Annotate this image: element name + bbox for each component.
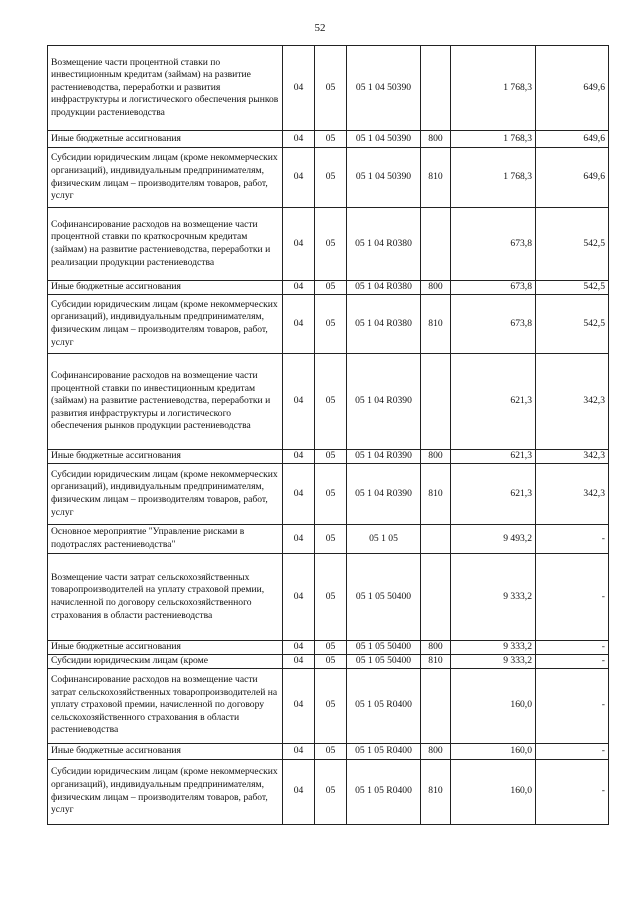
rz-cell: 04 (283, 208, 315, 281)
csr-cell: 05 1 04 50390 (347, 148, 421, 208)
pr-cell: 05 (315, 208, 347, 281)
sum2-cell: 649,6 (536, 46, 609, 131)
sum1-cell: 673,8 (451, 281, 536, 295)
vr-cell: 810 (421, 295, 451, 354)
name-cell: Возмещение части затрат сельскохозяйственных товаропроизводителей на уплату страховой премии, начисленной по договору сельскохозяйственного страхования в области растениеводства (48, 554, 283, 641)
vr-cell: 800 (421, 641, 451, 655)
sum1-cell: 673,8 (451, 208, 536, 281)
csr-cell: 05 1 04 R0390 (347, 464, 421, 525)
pr-cell: 05 (315, 354, 347, 450)
pr-cell: 05 (315, 281, 347, 295)
name-cell: Субсидии юридическим лицам (кроме некоммерческих организаций), индивидуальным предпринимателям, физическим лицам – производителям товаров, работ, услуг (48, 759, 283, 824)
csr-cell: 05 1 04 R0380 (347, 281, 421, 295)
vr-cell (421, 354, 451, 450)
sum1-cell: 160,0 (451, 759, 536, 824)
table-row (48, 743, 609, 759)
rz-cell: 04 (283, 46, 315, 131)
vr-cell (421, 554, 451, 641)
sum2-cell: 542,5 (536, 295, 609, 354)
vr-cell (421, 208, 451, 281)
vr-cell: 800 (421, 743, 451, 759)
vr-cell: 810 (421, 148, 451, 208)
name-cell: Субсидии юридическим лицам (кроме некоммерческих организаций), индивидуальным предпринимателям, физическим лицам – производителям товаров, работ, услуг (48, 148, 283, 208)
vr-cell (421, 525, 451, 554)
name-cell: Софинансирование расходов на возмещение части процентной ставки по инвестиционным кредитам (займам) на развитие растениеводства, переработки и развития инфраструктуры и логистического обеспечения рынков продукции растениеводства (48, 354, 283, 450)
pr-cell: 05 (315, 295, 347, 354)
pr-cell: 05 (315, 655, 347, 669)
rz-cell: 04 (283, 641, 315, 655)
table-row (48, 655, 609, 669)
sum1-cell: 1 768,3 (451, 46, 536, 131)
sum1-cell: 621,3 (451, 450, 536, 464)
table-row (48, 525, 609, 554)
sum2-cell: 342,3 (536, 450, 609, 464)
name-cell: Софинансирование расходов на возмещение части процентной ставки по краткосрочным кредитам (займам) на развитие растениеводства, переработки и реализации продукции растениеводства (48, 208, 283, 281)
table-row (48, 450, 609, 464)
rz-cell: 04 (283, 655, 315, 669)
name-cell: Иные бюджетные ассигнования (48, 131, 283, 148)
rz-cell: 04 (283, 354, 315, 450)
sum2-cell: - (536, 655, 609, 669)
sum1-cell: 1 768,3 (451, 131, 536, 148)
budget-table-body (48, 46, 609, 825)
table-row (48, 208, 609, 281)
pr-cell: 05 (315, 148, 347, 208)
csr-cell: 05 1 05 R0400 (347, 668, 421, 743)
table-row (48, 295, 609, 354)
csr-cell: 05 1 05 R0400 (347, 743, 421, 759)
sum1-cell: 9 493,2 (451, 525, 536, 554)
table-row (48, 668, 609, 743)
vr-cell (421, 668, 451, 743)
name-cell: Субсидии юридическим лицам (кроме некоммерческих организаций), индивидуальным предпринимателям, физическим лицам – производителям товаров, работ, услуг (48, 464, 283, 525)
csr-cell: 05 1 05 R0400 (347, 759, 421, 824)
pr-cell: 05 (315, 464, 347, 525)
csr-cell: 05 1 04 50390 (347, 131, 421, 148)
csr-cell: 05 1 04 R0390 (347, 450, 421, 464)
name-cell: Субсидии юридическим лицам (кроме некоммерческих организаций), индивидуальным предпринимателям, физическим лицам – производителям товаров, работ, услуг (48, 295, 283, 354)
sum2-cell: 342,3 (536, 464, 609, 525)
sum2-cell: - (536, 668, 609, 743)
vr-cell: 800 (421, 450, 451, 464)
page-number: 52 (314, 22, 326, 34)
table-row (48, 641, 609, 655)
name-cell: Софинансирование расходов на возмещение части затрат сельскохозяйственных товаропроизводителей на уплату страховой премии, начисленной по договору сельскохозяйственного страхования в области растениеводства (48, 668, 283, 743)
sum2-cell: - (536, 743, 609, 759)
name-cell: Субсидии юридическим лицам (кроме (48, 655, 283, 669)
rz-cell: 04 (283, 131, 315, 148)
sum1-cell: 9 333,2 (451, 554, 536, 641)
csr-cell: 05 1 04 R0390 (347, 354, 421, 450)
vr-cell: 800 (421, 281, 451, 295)
rz-cell: 04 (283, 554, 315, 641)
sum2-cell: 542,5 (536, 208, 609, 281)
csr-cell: 05 1 04 R0380 (347, 295, 421, 354)
pr-cell: 05 (315, 759, 347, 824)
csr-cell: 05 1 05 (347, 525, 421, 554)
rz-cell: 04 (283, 668, 315, 743)
csr-cell: 05 1 05 50400 (347, 554, 421, 641)
table-row (48, 281, 609, 295)
sum1-cell: 160,0 (451, 668, 536, 743)
csr-cell: 05 1 04 R0380 (347, 208, 421, 281)
vr-cell: 810 (421, 464, 451, 525)
pr-cell: 05 (315, 743, 347, 759)
sum1-cell: 1 768,3 (451, 148, 536, 208)
name-cell: Иные бюджетные ассигнования (48, 281, 283, 295)
table-row (48, 554, 609, 641)
vr-cell: 810 (421, 655, 451, 669)
pr-cell: 05 (315, 46, 347, 131)
budget-table (47, 45, 609, 825)
sum2-cell: - (536, 525, 609, 554)
rz-cell: 04 (283, 743, 315, 759)
sum1-cell: 621,3 (451, 464, 536, 525)
table-row (48, 131, 609, 148)
pr-cell: 05 (315, 131, 347, 148)
sum1-cell: 673,8 (451, 295, 536, 354)
csr-cell: 05 1 05 50400 (347, 641, 421, 655)
pr-cell: 05 (315, 641, 347, 655)
sum1-cell: 621,3 (451, 354, 536, 450)
sum1-cell: 9 333,2 (451, 655, 536, 669)
rz-cell: 04 (283, 759, 315, 824)
pr-cell: 05 (315, 668, 347, 743)
sum2-cell: 342,3 (536, 354, 609, 450)
vr-cell (421, 46, 451, 131)
sum2-cell: 649,6 (536, 131, 609, 148)
sum1-cell: 9 333,2 (451, 641, 536, 655)
rz-cell: 04 (283, 281, 315, 295)
name-cell: Возмещение части процентной ставки по инвестиционным кредитам (займам) на развитие растениеводства, переработки и развития инфраструктуры и логистического обеспечения рынков продукции растениеводства (48, 46, 283, 131)
pr-cell: 05 (315, 450, 347, 464)
name-cell: Иные бюджетные ассигнования (48, 450, 283, 464)
sum2-cell: 542,5 (536, 281, 609, 295)
csr-cell: 05 1 04 50390 (347, 46, 421, 131)
sum1-cell: 160,0 (451, 743, 536, 759)
sum2-cell: - (536, 554, 609, 641)
rz-cell: 04 (283, 450, 315, 464)
rz-cell: 04 (283, 525, 315, 554)
vr-cell: 800 (421, 131, 451, 148)
table-row (48, 464, 609, 525)
sum2-cell: - (536, 759, 609, 824)
sum2-cell: - (536, 641, 609, 655)
pr-cell: 05 (315, 554, 347, 641)
rz-cell: 04 (283, 464, 315, 525)
vr-cell: 810 (421, 759, 451, 824)
rz-cell: 04 (283, 148, 315, 208)
table-row (48, 354, 609, 450)
table-row (48, 148, 609, 208)
name-cell: Основное мероприятие "Управление рисками в подотраслях растениеводства" (48, 525, 283, 554)
sum2-cell: 649,6 (536, 148, 609, 208)
pr-cell: 05 (315, 525, 347, 554)
name-cell: Иные бюджетные ассигнования (48, 641, 283, 655)
table-row (48, 759, 609, 824)
rz-cell: 04 (283, 295, 315, 354)
csr-cell: 05 1 05 50400 (347, 655, 421, 669)
table-row (48, 46, 609, 131)
name-cell: Иные бюджетные ассигнования (48, 743, 283, 759)
